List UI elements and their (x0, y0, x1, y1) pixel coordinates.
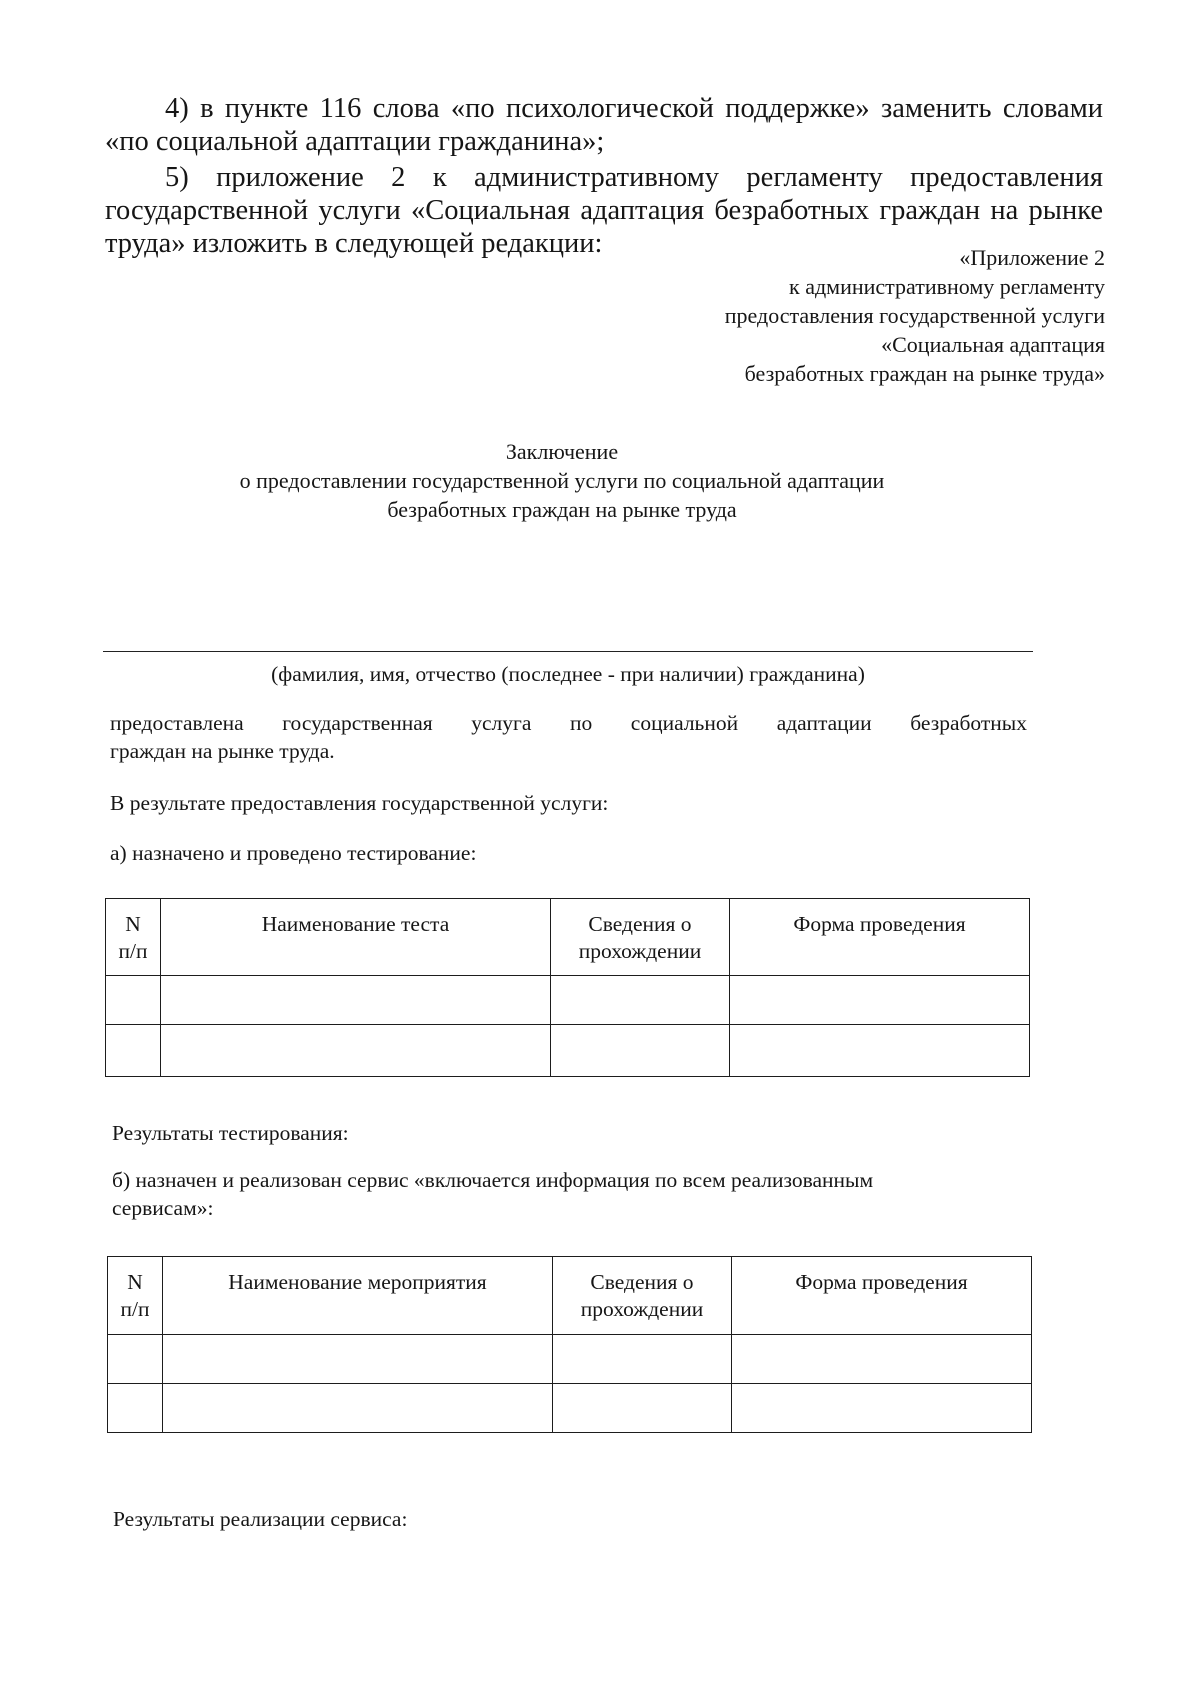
table-cell[interactable] (161, 1025, 551, 1077)
conclusion-title-line3: безработных граждан на рынке труда (387, 497, 737, 522)
table-cell[interactable] (551, 1025, 730, 1077)
service-provided-line1: предоставлена государственная услуга по социальной адаптации безработных (110, 711, 1027, 735)
service-intro-line2: сервисам»: (112, 1196, 214, 1220)
citizen-name-line[interactable] (103, 651, 1033, 652)
table-cell[interactable] (553, 1384, 732, 1433)
table-cell[interactable] (732, 1335, 1032, 1384)
appendix-note-line3: предоставления государственной услуги (724, 303, 1105, 328)
table-cell[interactable] (553, 1335, 732, 1384)
testing-col-info-header: Сведения о прохождении (551, 899, 730, 976)
testing-intro: а) назначено и проведено тестирование: (110, 841, 477, 865)
testing-col-num-header: N п/п (106, 899, 161, 976)
testing-table-header-row (106, 899, 1030, 976)
amendment-item-4-line1: 4) в пункте 116 слова «по психологической поддержке» заменить словами (165, 93, 1103, 124)
service-col-info-header: Сведения о прохождении (553, 1257, 732, 1335)
table-cell[interactable] (730, 976, 1030, 1025)
table-cell[interactable] (106, 1025, 161, 1077)
appendix-note-line5: безработных граждан на рынке труда» (744, 361, 1105, 386)
testing-results-label: Результаты тестирования: (112, 1121, 349, 1145)
table-cell[interactable] (551, 976, 730, 1025)
amendment-item-4 (105, 92, 1103, 158)
table-row (106, 1025, 1030, 1077)
testing-col-form-header: Форма проведения (730, 899, 1030, 976)
service-results-label: Результаты реализации сервиса: (113, 1507, 408, 1531)
amendment-item-5-line2: государственной услуги «Социальная адаптация безработных граждан на рынке (105, 195, 1103, 226)
amendment-item-5-line3: труда» изложить в следующей редакции: (105, 228, 603, 259)
table-cell[interactable] (730, 1025, 1030, 1077)
table-row (106, 976, 1030, 1025)
service-provided-line2: граждан на рынке труда. (110, 739, 335, 763)
result-intro: В результате предоставления государственной услуги: (110, 791, 609, 815)
appendix-note-line1: «Приложение 2 (959, 245, 1105, 270)
testing-table (105, 898, 1030, 1077)
table-cell[interactable] (163, 1384, 553, 1433)
table-cell[interactable] (108, 1335, 163, 1384)
service-table-header-row (108, 1257, 1032, 1335)
amendment-item-5-line1: 5) приложение 2 к административному регламенту предоставления (165, 162, 1103, 193)
table-cell[interactable] (732, 1384, 1032, 1433)
citizen-name-caption: (фамилия, имя, отчество (последнее - при наличии) гражданина) (271, 662, 865, 686)
appendix-note (505, 243, 1105, 388)
appendix-note-line2: к административному регламенту (789, 274, 1105, 299)
service-table (107, 1256, 1032, 1433)
conclusion-title-line2: о предоставлении государственной услуги по социальной адаптации (239, 468, 885, 493)
service-col-name-header: Наименование мероприятия (163, 1257, 553, 1335)
table-row (108, 1384, 1032, 1433)
service-intro-line1: б) назначен и реализован сервис «включается информация по всем реализованным (112, 1168, 874, 1192)
testing-col-name-header: Наименование теста (161, 899, 551, 976)
conclusion-title (105, 437, 1019, 524)
table-cell[interactable] (161, 976, 551, 1025)
service-col-num-header: N п/п (108, 1257, 163, 1335)
table-row (108, 1335, 1032, 1384)
service-intro (112, 1166, 1012, 1222)
table-cell[interactable] (108, 1384, 163, 1433)
amendment-item-4-line2: «по социальной адаптации гражданина»; (105, 126, 605, 157)
table-cell[interactable] (163, 1335, 553, 1384)
table-cell[interactable] (106, 976, 161, 1025)
conclusion-title-line1: Заключение (505, 439, 619, 464)
service-col-form-header: Форма проведения (732, 1257, 1032, 1335)
service-provided-paragraph (110, 709, 1027, 765)
appendix-note-line4: «Социальная адаптация (881, 332, 1105, 357)
